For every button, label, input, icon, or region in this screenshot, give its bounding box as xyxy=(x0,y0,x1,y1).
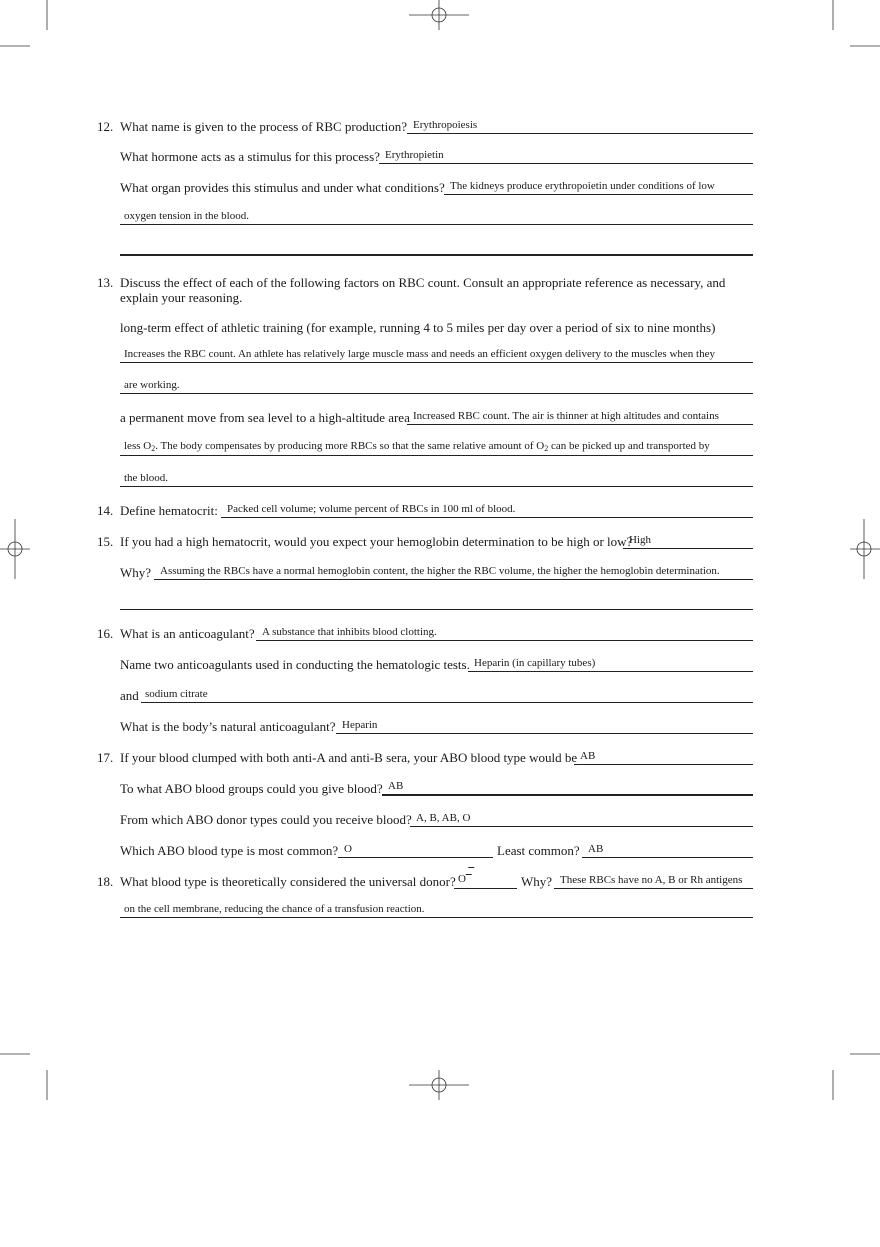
q13-altitude-answer-line-2 xyxy=(0,438,880,458)
q16-and-label: and xyxy=(120,688,139,703)
q17-give-line xyxy=(0,778,880,798)
q18-why-answer-field-2[interactable] xyxy=(120,900,753,918)
q15-answer: High xyxy=(629,534,651,546)
q13-athletic-answer-field-2[interactable] xyxy=(120,376,753,394)
q12-hormone-answer-field[interactable] xyxy=(379,146,753,164)
q16-two-answer-field-1[interactable] xyxy=(468,654,753,672)
q13-athletic-answer-field-1[interactable] xyxy=(120,345,753,363)
q12-organ-line-2 xyxy=(0,207,880,227)
q17-common-answer-field[interactable] xyxy=(338,840,493,858)
q18-why-answer-1: These RBCs have no A, B or Rh antigens xyxy=(560,874,743,886)
q12-hormone-question: What hormone acts as a stimulus for this process? xyxy=(120,149,380,164)
q16-answer: A substance that inhibits blood clotting. xyxy=(262,626,437,638)
question-number: 14. xyxy=(97,503,114,518)
question-number: 15. xyxy=(97,534,114,549)
q12-organ-question: What organ provides this stimulus and under what conditions? xyxy=(120,180,445,195)
q15-why-answer-field-2[interactable] xyxy=(120,592,753,610)
q15-answer-field[interactable] xyxy=(623,531,753,549)
q15-question: If you had a high hematocrit, would you expect your hemoglobin determination to be high or low? xyxy=(120,534,633,549)
q17-receive-question: From which ABO donor types could you receive blood? xyxy=(120,812,412,827)
q17-common-question: Which ABO blood type is most common? xyxy=(120,843,339,858)
q12-organ-answer-1: The kidneys produce erythropoietin under conditions of low xyxy=(450,180,715,192)
q17-give-answer: AB xyxy=(388,780,404,792)
q17-least-answer-field[interactable] xyxy=(582,840,753,858)
q16-natural-line xyxy=(0,716,880,736)
q18-why-line-2 xyxy=(0,900,880,920)
q18-why-answer-field-1[interactable] xyxy=(554,871,753,889)
q17-common-line xyxy=(0,840,880,860)
q16-natural-answer-field[interactable] xyxy=(336,716,753,734)
q16-two-answer-1: Heparin (in capillary tubes) xyxy=(474,657,596,669)
q13-athletic-line xyxy=(0,317,880,337)
question-number: 13. xyxy=(97,275,114,290)
q13-altitude-answer-field-1[interactable] xyxy=(407,407,753,425)
q15-why-answer: Assuming the RBCs have a normal hemoglobin content, the higher the RBC volume, the higher the hemoglobin determination. xyxy=(160,565,720,577)
q16-two-answer-field-2[interactable] xyxy=(141,685,753,703)
q15-why-line-2 xyxy=(0,592,880,612)
question-number: 18. xyxy=(97,874,114,889)
q12-process-answer: Erythropoiesis xyxy=(413,119,478,131)
q15-line xyxy=(0,531,880,551)
q13-intro: Discuss the effect of each of the following factors on RBC count. Consult an appropriate reference as necessary, and explain your reasoning. xyxy=(120,275,726,305)
q17-line xyxy=(0,747,880,767)
q14-question: Define hematocrit: xyxy=(120,503,218,518)
q13-altitude-answer-field-3[interactable] xyxy=(120,469,753,487)
q15-why-question: Why? xyxy=(120,565,152,580)
q18-answer-field[interactable] xyxy=(454,871,517,889)
question-number: 17. xyxy=(97,750,114,765)
q17-question: If your blood clumped with both anti-A and anti-B sera, your ABO blood type would be xyxy=(120,750,578,765)
q18-why-question: Why? xyxy=(521,874,553,889)
q16-two-question: Name two anticoagulants used in conducting the hematologic tests. xyxy=(120,657,470,672)
q14-answer-field[interactable] xyxy=(221,500,753,518)
q13-athletic-answer-2: are working. xyxy=(124,379,180,391)
q12-organ-line xyxy=(0,177,880,197)
q13-altitude-answer-line-3 xyxy=(0,469,880,489)
q13-altitude-answer-field-2[interactable] xyxy=(120,438,753,456)
q12-organ-answer-field-3[interactable] xyxy=(120,237,753,256)
q12-process-line xyxy=(0,116,880,136)
q17-receive-answer-field[interactable] xyxy=(410,809,753,827)
q13-athletic-question: long-term effect of athletic training (for example, running 4 to 5 miles per day over a period of six to nine months) xyxy=(120,320,716,335)
q13-altitude-answer-2: less $O_2$. The body compensates by producing more RBCs so that the same relative amount of $O_2$ can be picked up and transported by xyxy=(124,440,710,453)
q17-answer-field[interactable] xyxy=(574,747,753,765)
q18-answer: O xyxy=(458,873,466,885)
q17-give-question: To what ABO blood groups could you give blood? xyxy=(120,781,383,796)
q18-question: What blood type is theoretically considered the universal donor? xyxy=(120,874,456,889)
q17-least-answer: AB xyxy=(588,843,604,855)
q13-altitude-question: a permanent move from sea level to a high-altitude area xyxy=(120,410,410,425)
q13-athletic-answer-1: Increases the RBC count. An athlete has relatively large muscle mass and needs an efficient oxygen delivery to the muscles when they xyxy=(124,348,715,360)
q12-hormone-line xyxy=(0,146,880,166)
question-number: 16. xyxy=(97,626,114,641)
q12-organ-answer-field-2[interactable] xyxy=(120,207,753,225)
q16-natural-question: What is the body’s natural anticoagulant? xyxy=(120,719,336,734)
q12-organ-answer-2: oxygen tension in the blood. xyxy=(124,210,249,222)
q14-line xyxy=(0,500,880,520)
q12-organ-line-3 xyxy=(0,238,880,258)
q12-process-question: What name is given to the process of RBC production? xyxy=(120,119,408,134)
q17-answer: AB xyxy=(580,750,596,762)
q12-process-answer-field[interactable] xyxy=(407,116,753,134)
q17-receive-line xyxy=(0,809,880,829)
q17-least-question: Least common? xyxy=(497,843,580,858)
q13-altitude-answer-1: Increased RBC count. The air is thinner at high altitudes and contains xyxy=(413,410,719,422)
q16-line xyxy=(0,623,880,643)
q15-why-line xyxy=(0,562,880,582)
q15-why-answer-field[interactable] xyxy=(154,562,753,580)
q14-answer: Packed cell volume; volume percent of RBCs in 100 ml of blood. xyxy=(227,503,516,515)
q18-line xyxy=(0,871,880,891)
q16-natural-answer: Heparin xyxy=(342,719,378,731)
q12-hormone-answer: Erythropietin xyxy=(385,149,444,161)
q18-why-answer-2: on the cell membrane, reducing the chance of a transfusion reaction. xyxy=(124,903,425,915)
question-number: 12. xyxy=(97,119,114,134)
q17-common-answer: O xyxy=(344,843,352,855)
q17-give-answer-field[interactable] xyxy=(382,777,753,796)
q16-and-line xyxy=(0,685,880,705)
q16-answer-field[interactable] xyxy=(256,623,753,641)
q16-question: What is an anticoagulant? xyxy=(120,626,255,641)
q17-receive-answer: A, B, AB, O xyxy=(416,812,471,824)
q13-altitude-answer-3: the blood. xyxy=(124,472,168,484)
q13-athletic-answer-line-1 xyxy=(0,345,880,365)
q16-two-answer-2: sodium citrate xyxy=(145,688,208,700)
q13-altitude-line xyxy=(0,407,880,427)
q16-two-line xyxy=(0,654,880,674)
q12-organ-answer-field[interactable] xyxy=(444,177,753,195)
q13-athletic-answer-line-2 xyxy=(0,376,880,396)
